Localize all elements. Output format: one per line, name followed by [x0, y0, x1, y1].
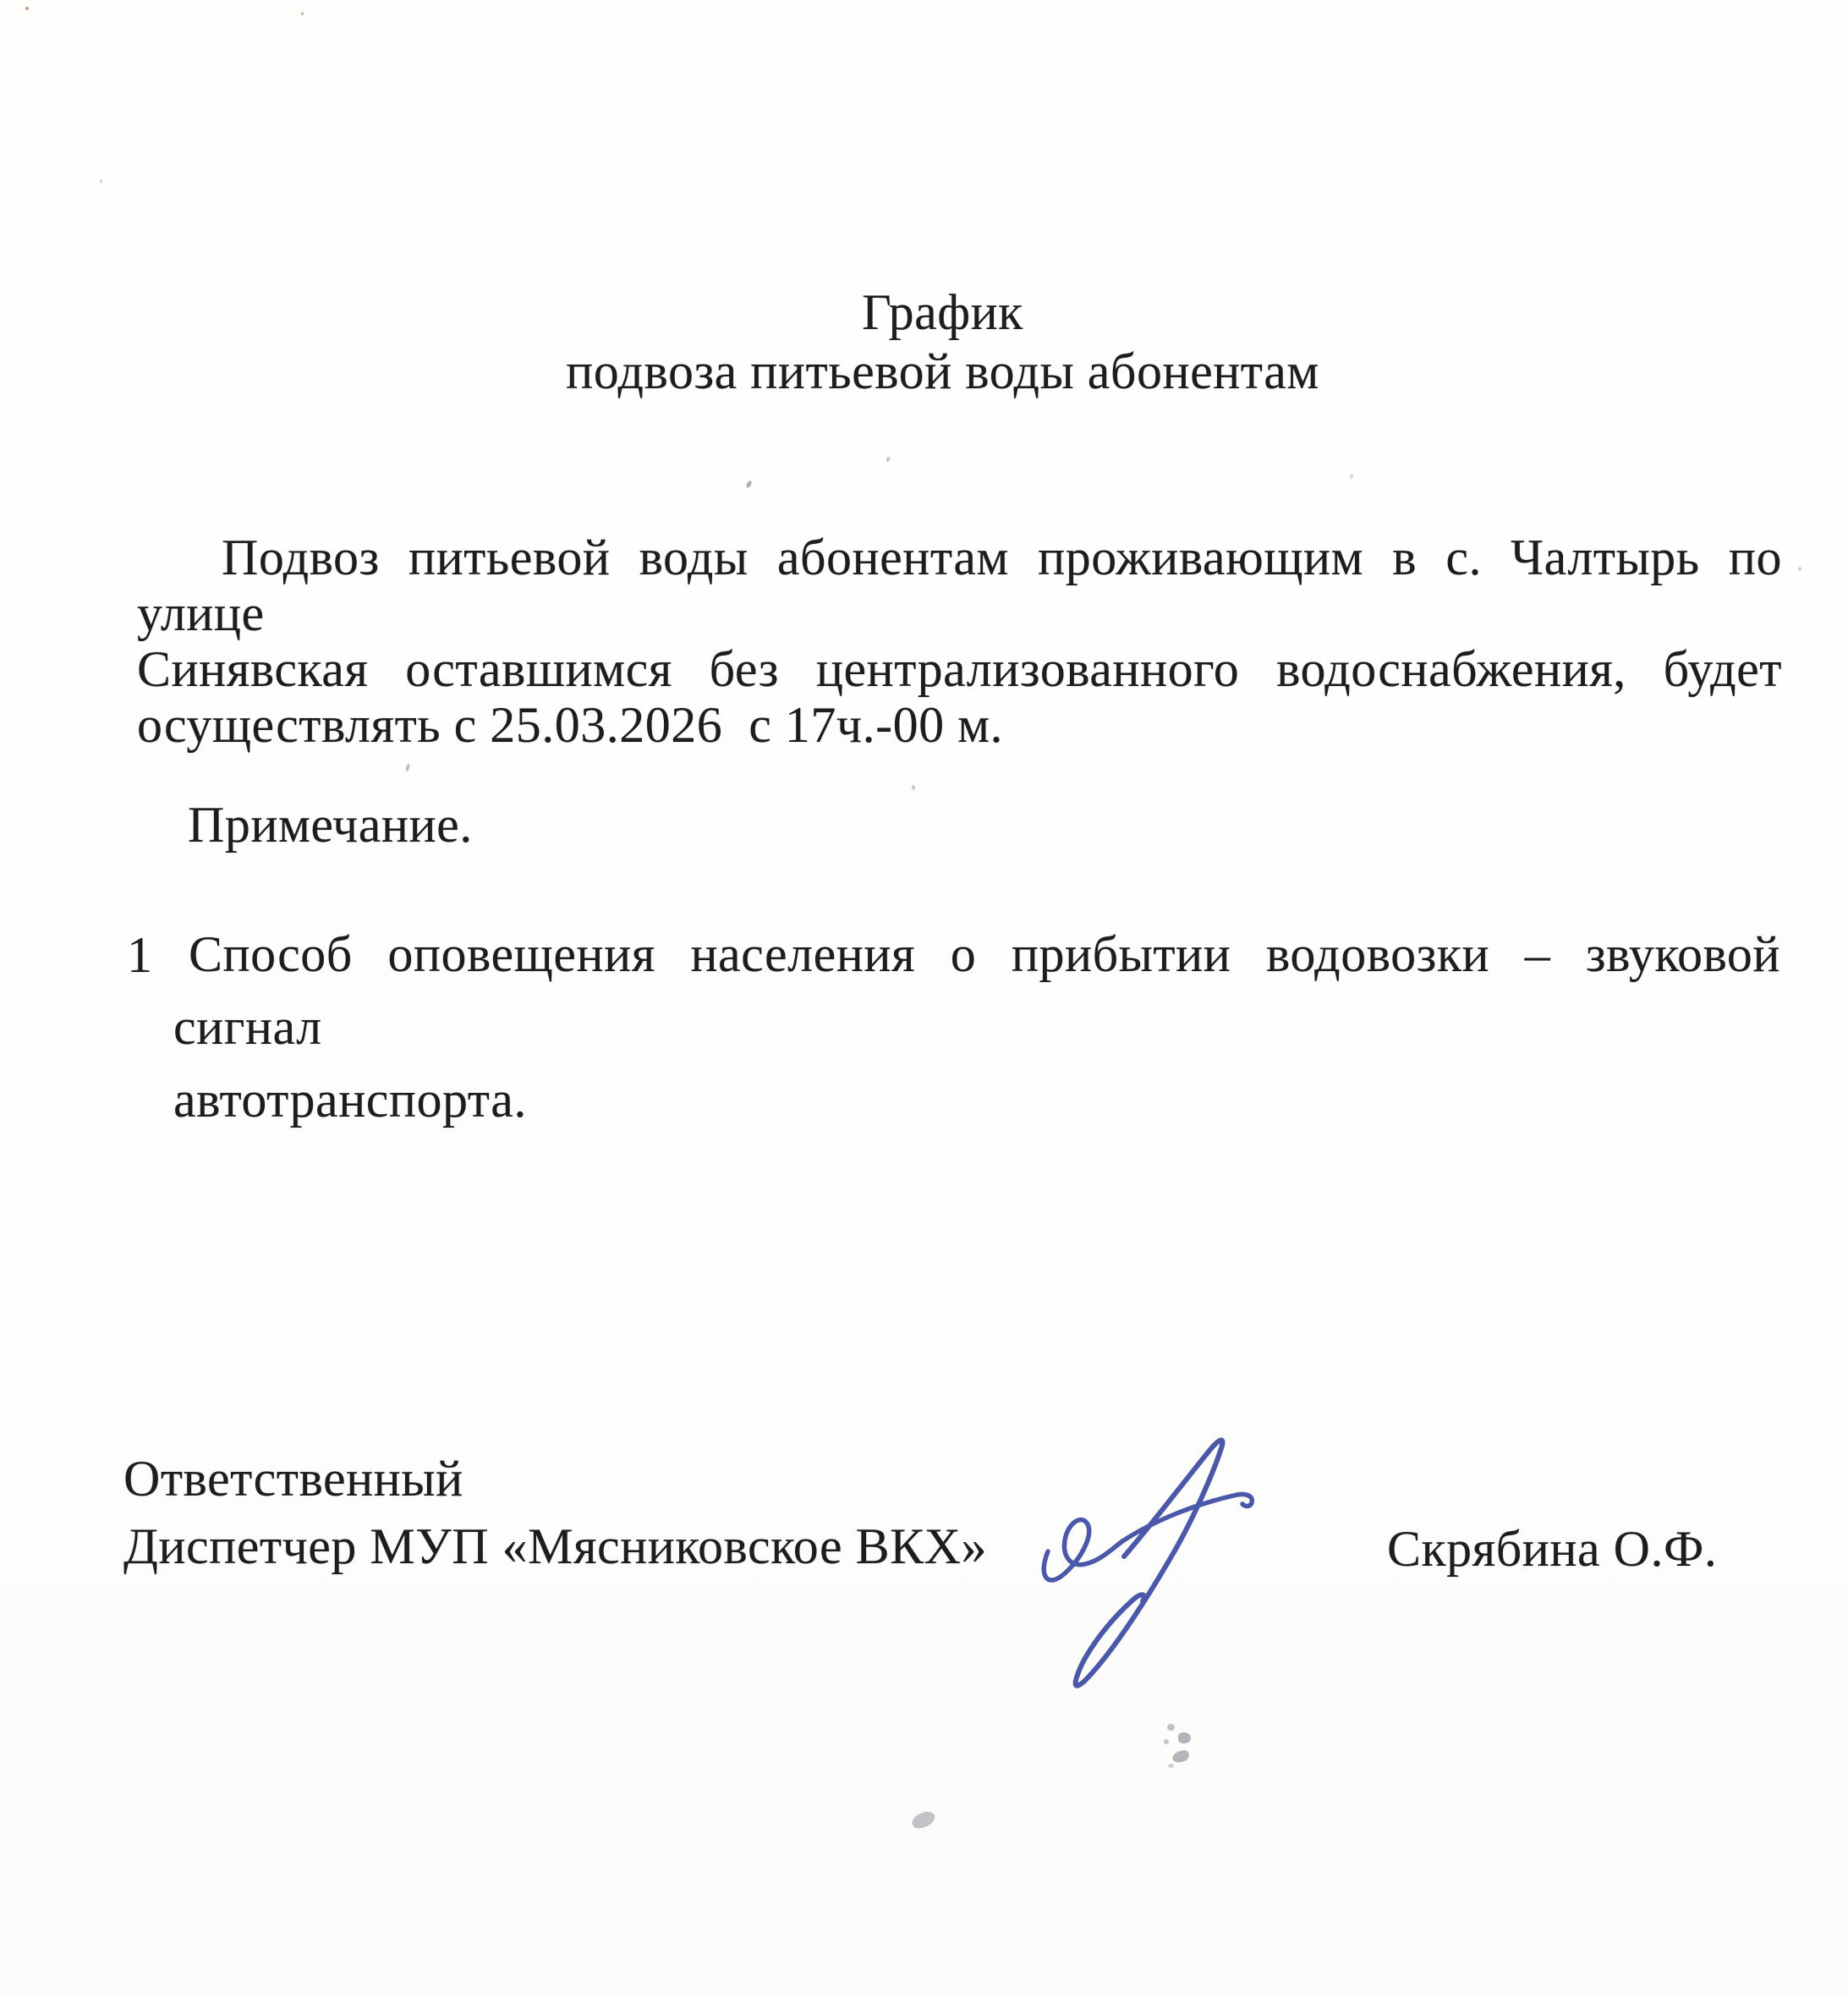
scan-speck [100, 179, 102, 184]
scan-speck [1798, 567, 1801, 571]
paragraph-line: осуществлять с 25.03.2026 с 17ч.-00 м. [137, 697, 1004, 753]
list-item-line: Способ оповещения населения о прибытии водовозки – звуковой сигнал [173, 926, 1794, 1055]
scan-speck [25, 7, 29, 10]
scan-speck [1168, 1764, 1174, 1768]
title-line-2: подвоза питьевой воды абонентам [566, 343, 1319, 399]
scan-speck [911, 784, 916, 790]
scan-speck [1349, 473, 1354, 479]
list-item-number: 1 [127, 927, 153, 983]
scan-speck [301, 12, 304, 15]
scan-speck [1171, 1749, 1191, 1765]
signature-block-left [123, 1445, 987, 1580]
scan-speck [910, 1809, 937, 1831]
paragraph-line: Подвоз питьевой воды абонентам проживающим в с. Чалтырь по улице [137, 530, 1796, 641]
document-title [0, 283, 1848, 401]
list-item-text [173, 918, 1794, 1136]
signer-name: Скрябина О.Ф. [1387, 1521, 1718, 1577]
scan-speck [886, 456, 891, 462]
dispatcher-line: Диспетчер МУП «Мясниковское ВКХ» [123, 1518, 987, 1574]
responsible-label: Ответственный [123, 1451, 463, 1507]
scan-speck [745, 480, 753, 488]
paragraph-line: Синявская оставшимся без централизованного водоснабжения, будет [137, 641, 1782, 697]
body-paragraph [137, 530, 1796, 753]
list-item-line: автотранспорта. [173, 1072, 527, 1128]
title-line-1: График [862, 284, 1023, 340]
scan-speck [1167, 1724, 1175, 1731]
scan-speck [405, 764, 410, 772]
scan-speck [1164, 1739, 1169, 1744]
note-heading: Примечание. [188, 797, 473, 853]
scan-speck [1178, 1732, 1191, 1743]
handwritten-signature-icon [1028, 1413, 1273, 1700]
